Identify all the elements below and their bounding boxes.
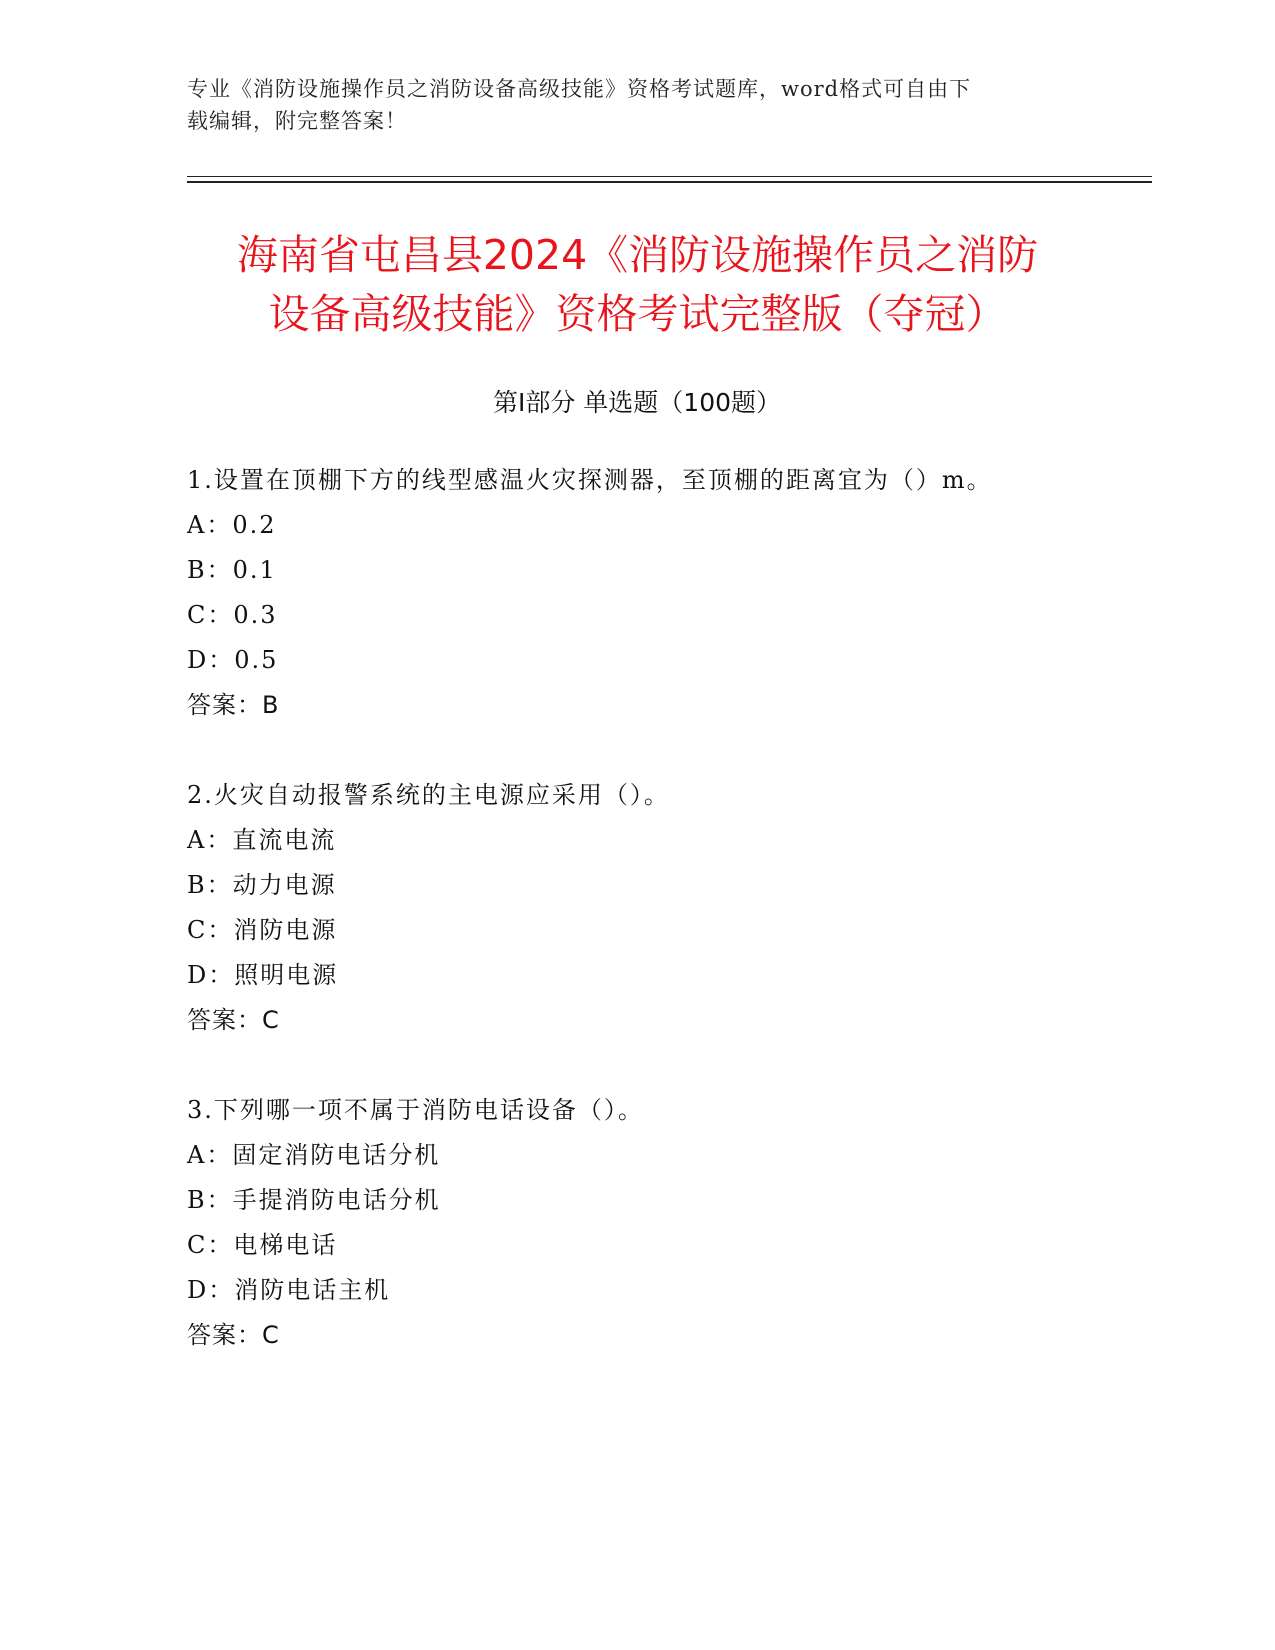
option-a: A：0.2 bbox=[187, 511, 277, 539]
question-stem: 2.火灾自动报警系统的主电源应采用（）。 bbox=[187, 781, 670, 809]
header-note bbox=[187, 73, 1067, 137]
option-c: C：0.3 bbox=[187, 601, 278, 629]
question-stem: 3.下列哪一项不属于消防电话设备（）。 bbox=[187, 1096, 644, 1124]
option-d: D：0.5 bbox=[187, 646, 279, 674]
document-title-line-1: 海南省屯昌县2024《消防设施操作员之消防 bbox=[236, 231, 1039, 279]
section-title: 第Ⅰ部分 单选题（100题） bbox=[492, 388, 782, 417]
option-a: A：固定消防电话分机 bbox=[187, 1141, 441, 1169]
option-b: B：手提消防电话分机 bbox=[187, 1186, 441, 1214]
question-stem: 1.设置在顶棚下方的线型感温火灾探测器，至顶棚的距离宜为（）m。 bbox=[187, 466, 993, 494]
question-1 bbox=[187, 458, 1147, 728]
header-divider-thin bbox=[187, 176, 1152, 177]
question-2 bbox=[187, 773, 1147, 1043]
option-c: C：消防电源 bbox=[187, 916, 338, 944]
header-note-line-2: 载编辑，附完整答案！ bbox=[187, 109, 407, 133]
option-b: B：0.1 bbox=[187, 556, 277, 584]
option-b: B：动力电源 bbox=[187, 871, 337, 899]
header-divider-thick bbox=[187, 181, 1152, 183]
option-a: A：直流电流 bbox=[187, 826, 337, 854]
document-title bbox=[170, 226, 1105, 344]
option-d: D：照明电源 bbox=[187, 961, 339, 989]
answer: 答案：C bbox=[187, 1006, 280, 1034]
header-note-line-1: 专业《消防设施操作员之消防设备高级技能》资格考试题库，word格式可自由下 bbox=[187, 77, 972, 101]
option-d: D：消防电话主机 bbox=[187, 1276, 391, 1304]
answer: 答案：B bbox=[187, 691, 280, 719]
option-c: C：电梯电话 bbox=[187, 1231, 338, 1259]
answer: 答案：C bbox=[187, 1321, 280, 1349]
question-3 bbox=[187, 1088, 1147, 1358]
document-title-line-2: 设备高级技能》资格考试完整版（夺冠） bbox=[268, 290, 1007, 338]
